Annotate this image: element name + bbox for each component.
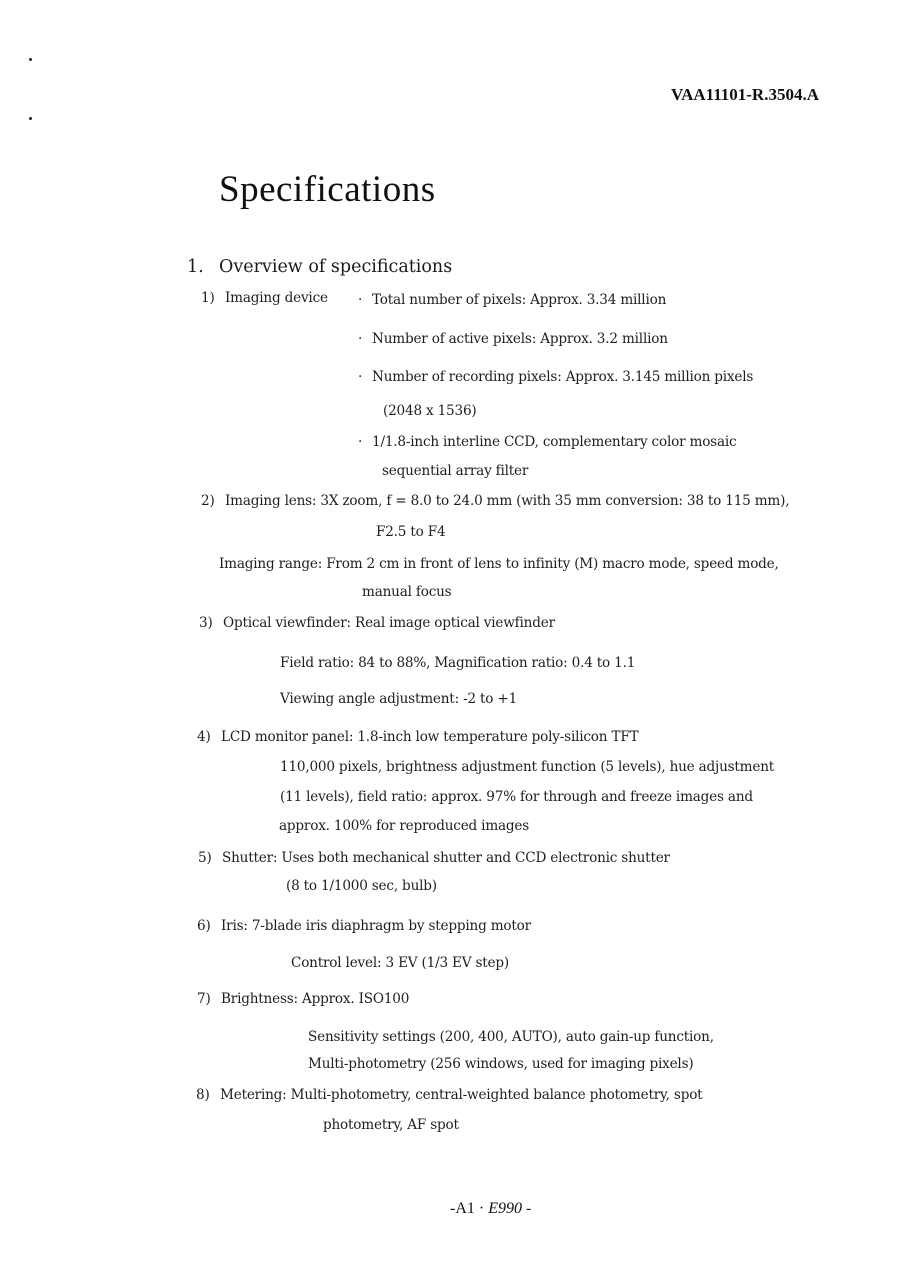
spec-line: Field ratio: 84 to 88%, Magnification ratio: 0.4 to 1.1	[280, 655, 636, 671]
page-title: Specifications	[219, 169, 436, 210]
spec-line: · Number of recording pixels: Approx. 3.145 million pixels	[358, 369, 754, 385]
scan-speck	[29, 58, 32, 61]
bullet-icon: ·	[358, 331, 363, 347]
spec-number: 4)	[197, 729, 211, 745]
spec-number: 1)	[201, 290, 215, 306]
section-heading	[187, 257, 452, 277]
bullet-icon: ·	[358, 292, 363, 308]
spec-number: 7)	[197, 991, 211, 1007]
spec-item-iris: 6) Iris: 7-blade iris diaphragm by stepping motor	[197, 918, 531, 934]
spec-line: (2048 x 1536)	[383, 403, 477, 419]
spec-line: F2.5 to F4	[376, 524, 446, 540]
scan-speck	[29, 117, 32, 120]
spec-item-imaging-lens: 2) Imaging lens: 3X zoom, f = 8.0 to 24.0 mm (with 35 mm conversion: 38 to 115 mm),	[201, 493, 790, 509]
spec-line: approx. 100% for reproduced images	[279, 818, 530, 834]
spec-line: · Number of active pixels: Approx. 3.2 million	[358, 331, 668, 347]
spec-item-optical-viewfinder: 3) Optical viewfinder: Real image optical viewfinder	[199, 615, 555, 631]
spec-line: · 1/1.8-inch interline CCD, complementary color mosaic	[358, 434, 737, 450]
spec-item-shutter: 5) Shutter: Uses both mechanical shutter and CCD electronic shutter	[198, 850, 670, 866]
spec-line: photometry, AF spot	[323, 1117, 459, 1133]
spec-number: 2)	[201, 493, 215, 509]
model-name: E990	[488, 1200, 522, 1217]
spec-number: 5)	[198, 850, 212, 866]
spec-line: (8 to 1/1000 sec, bulb)	[286, 878, 437, 894]
spec-line: Viewing angle adjustment: -2 to +1	[280, 691, 518, 707]
spec-line: · Total number of pixels: Approx. 3.34 million	[358, 292, 667, 308]
document-id: VAA11101-R.3504.A	[671, 85, 819, 104]
spec-number: 8)	[196, 1087, 210, 1103]
spec-line: Control level: 3 EV (1/3 EV step)	[291, 955, 510, 971]
bullet-icon: ·	[358, 434, 363, 450]
spec-item-metering: 8) Metering: Multi-photometry, central-weighted balance photometry, spot	[196, 1087, 703, 1103]
spec-item-brightness: 7) Brightness: Approx. ISO100	[197, 991, 410, 1007]
section-title: Overview of specifications	[219, 257, 453, 277]
spec-line: Imaging range: From 2 cm in front of lens to infinity (M) macro mode, speed mode,	[219, 556, 779, 572]
spec-label: Imaging device	[225, 290, 328, 306]
spec-line: Sensitivity settings (200, 400, AUTO), auto gain-up function,	[308, 1029, 714, 1045]
spec-line: 110,000 pixels, brightness adjustment function (5 levels), hue adjustment	[280, 759, 775, 775]
spec-number: 3)	[199, 615, 213, 631]
spec-number: 6)	[197, 918, 211, 934]
spec-item-lcd-monitor: 4) LCD monitor panel: 1.8-inch low temperature poly-silicon TFT	[197, 729, 639, 745]
spec-line: manual focus	[362, 584, 452, 600]
spec-item-imaging-device	[201, 290, 328, 306]
spec-line: (11 levels), field ratio: approx. 97% for through and freeze images and	[280, 789, 753, 805]
page-number: -A1 ·	[450, 1200, 485, 1217]
section-number: 1.	[187, 257, 204, 277]
spec-line: sequential array filter	[382, 463, 529, 479]
bullet-icon: ·	[358, 369, 363, 385]
footer-suffix: -	[526, 1200, 532, 1217]
spec-line: Multi-photometry (256 windows, used for imaging pixels)	[308, 1056, 694, 1072]
page-footer	[450, 1200, 531, 1218]
